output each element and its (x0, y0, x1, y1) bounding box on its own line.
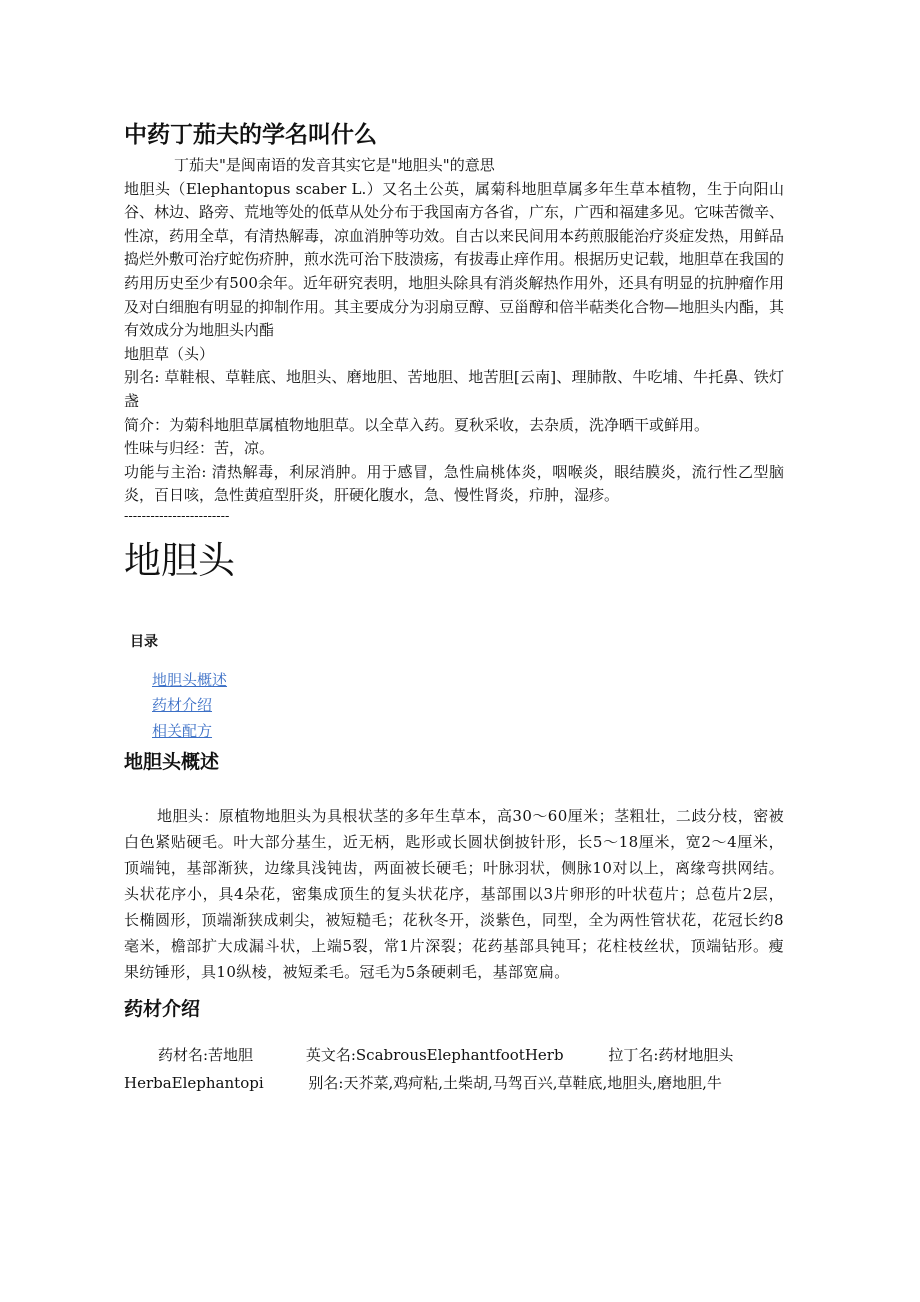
herb-info-row-2 (124, 1069, 784, 1097)
page-title: 中药丁茄夫的学名叫什么 (124, 122, 377, 148)
toc-link-overview[interactable]: 地胆头概述 (152, 670, 228, 689)
brief-line: 简介：为菊科地胆草属植物地胆草。以全草入药。夏秋采收，去杂质，洗净晒干或鲜用。 (124, 415, 710, 434)
toc-item (152, 719, 784, 745)
paragraph-description: 地胆头（Elephantopus scaber L.）又名土公英，属菊科地胆草属多年生草本植物，生于向阳山谷、林边、路旁、荒地等处的低草从处分布于我国南方各省，广东，广西和福建多见。它味苦微辛、性凉，药用全草，有清热解毒，凉血消肿等功效。自古以来民间用本药煎服能治疗炎症发热，用鲜品捣烂外敷可治疗蛇伤疥肿，煎水洗可治下肢溃疡，有拔毒止痒作用。根据历史记载，地胆草在我国的药用历史至少有500余年。近年研究表明，地胆头除具有消炎解热作用外，还具有明显的抗肿瘤作用及对白细胞有明显的抑制作用。其主要成分为羽扇豆醇、豆甾醇和倍半萜类化合物—地胆头内酯，其有效成分为地胆头内酯 (124, 179, 785, 340)
herb-english-name: 英文名:ScabrousElephantfootHerb (305, 1046, 564, 1065)
section-overview-title: 地胆头概述 (124, 751, 220, 774)
toc-item (152, 693, 784, 719)
herb-alias: 别名:天芥菜,鸡疴粘,土柴胡,马驾百兴,草鞋底,地胆头,磨地胆,牛 (308, 1074, 722, 1093)
section-overview-body: 地胆头：原植物地胆头为具根状茎的多年生草本，高30～60厘米；茎粗壮，二歧分枝，密被白色紧贴硬毛。叶大部分基生，近无柄，匙形或长圆状倒披针形，长5～18厘米，宽2～4厘米，顶端钝，基部渐狭，边缘具浅钝齿，两面被长硬毛；叶脉羽状，侧脉10对以上，离缘弯拱网结。头状花序小，具4朵花，密集成顶生的复头状花序，基部围以3片卵形的叶状苞片；总苞片2层，长椭圆形，顶端渐狭成刺尖，被短糙毛；花秋冬开，淡紫色，同型，全为两性管状花，花冠长约8毫米，檐部扩大成漏斗状，上端5裂，常1片深裂；花药基部具钝耳；花柱枝丝状，顶端钻形。瘦果纺锤形，具10纵棱，被短柔毛。冠毛为5条硬刺毛，基部宽扁。 (124, 807, 784, 982)
toc-link-herb-intro[interactable]: 药材介绍 (152, 696, 213, 715)
table-of-contents (152, 668, 784, 745)
function-line: 功能与主治: 清热解毒，利尿消肿。用于感冒，急性扁桃体炎，咽喉炎，眼结膜炎，流行性乙型脑炎，百日咳，急性黄疸型肝炎，肝硬化腹水，急、慢性肾炎，疖肿，湿疹。 (124, 462, 784, 505)
article-title: 地胆头 (124, 538, 235, 582)
document-page (124, 118, 784, 1097)
intro-line: 丁茄夫"是闽南语的发音其实它是"地胆头"的意思 (174, 156, 495, 174)
herb-name: 药材名:苦地胆 (158, 1046, 254, 1065)
toc-item (152, 668, 784, 694)
herb-name-line: 地胆草（头） (124, 344, 215, 363)
alias-line: 别名: 草鞋根、草鞋底、地胆头、磨地胆、苦地胆、地苦胆[云南]、理肺散、牛吃埔、牛托鼻、铁灯盏 (124, 368, 784, 410)
toc-heading: 目录 (130, 633, 158, 650)
herb-latin-name: 拉丁名:药材地胆头 (608, 1046, 734, 1065)
herb-latin-name-2: HerbaElephantopi (124, 1074, 264, 1093)
divider: ------------------------ (124, 508, 230, 524)
taste-line: 性味与归经：苦，凉。 (124, 439, 275, 458)
toc-link-prescriptions[interactable]: 相关配方 (152, 721, 213, 740)
section-herb-title: 药材介绍 (124, 998, 201, 1021)
herb-info-row (124, 1041, 784, 1069)
